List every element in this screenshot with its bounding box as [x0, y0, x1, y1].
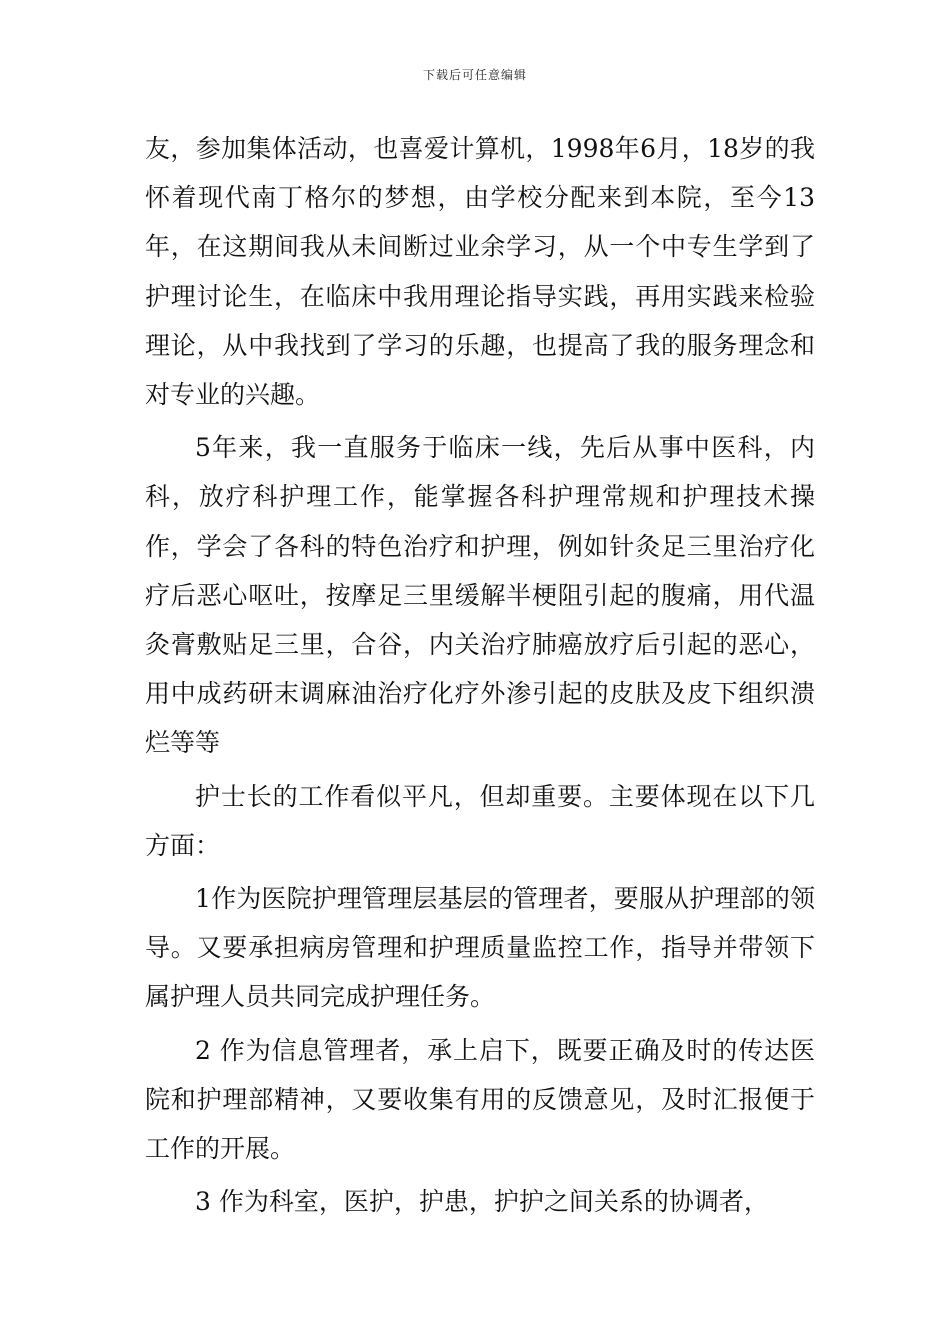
paragraph-3: 护士长的工作看似平凡，但却重要。主要体现在以下几方面： [145, 781, 815, 860]
page-header: 下载后可任意编辑 [422, 68, 527, 82]
paragraph-4: 1作为医院护理管理层基层的管理者，要服从护理部的领导。又要承担病房管理和护理质量监控工作，指导并带领下属护理人员共同完成护理任务。 [145, 884, 815, 1012]
paragraph-2: 5年来，我一直服务于临床一线，先后从事中医科，内科，放疗科护理工作，能掌握各科护理常规和护理技术操作，学会了各科的特色治疗和护理，例如针灸足三里治疗化疗后恶心呕吐，按摩足三里缓解半梗阻引起的腹痛，用代温灸膏敷贴足三里，合谷，内关治疗肺癌放疗后引起的恶心，用中成药研末调麻油治疗化疗外渗引起的皮肤及皮下组织溃烂等等 [145, 433, 815, 758]
paragraph-5: 2 作为信息管理者，承上启下，既要正确及时的传达医院和护理部精神，又要收集有用的反馈意见，及时汇报便于工作的开展。 [145, 1035, 815, 1164]
paragraph-6: 3 作为科室，医护，护患，护护之间关系的协调者， [195, 1187, 769, 1217]
document-body [145, 124, 815, 1226]
paragraph-1: 友，参加集体活动，也喜爱计算机，1998年6月，18岁的我怀着现代南丁格尔的梦想，由学校分配来到本院，至今13年，在这期间我从未间断过业余学习，从一个中专生学到了护理讨论生，在临床中我用理论指导实践，再用实践来检验理论，从中我找到了学习的乐趣，也提高了我的服务理念和对专业的兴趣。 [145, 134, 815, 410]
